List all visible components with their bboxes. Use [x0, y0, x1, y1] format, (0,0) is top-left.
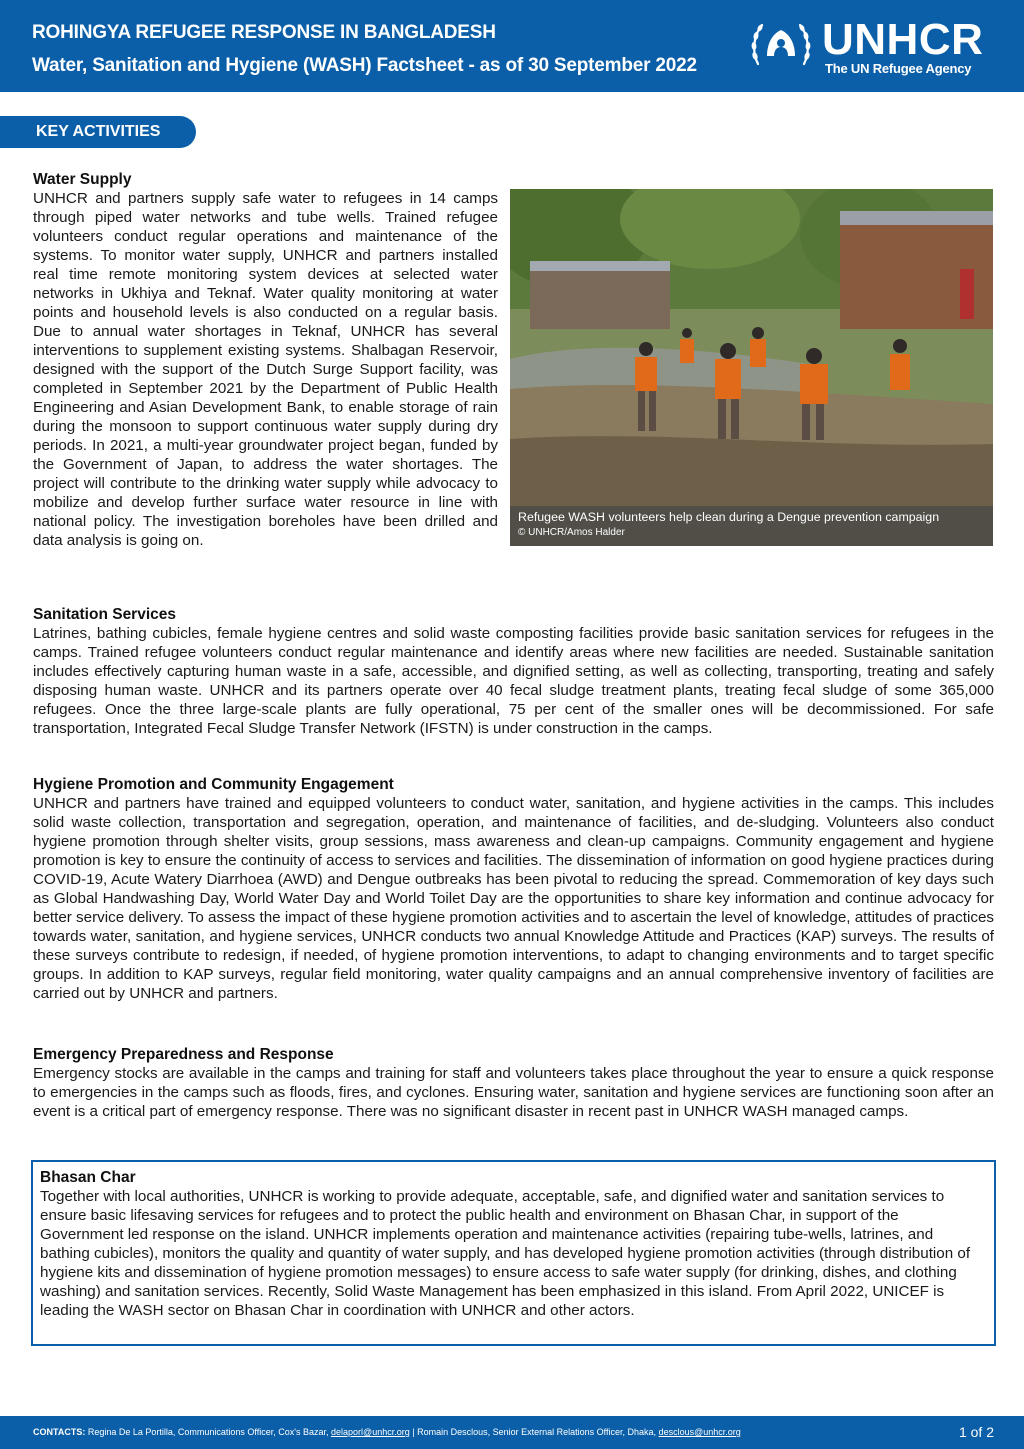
photo-credit: © UNHCR/Amos Halder: [518, 527, 625, 538]
report-title: ROHINGYA REFUGEE RESPONSE IN BANGLADESH: [32, 22, 496, 43]
page-header: [0, 0, 1024, 92]
hygiene-heading: Hygiene Promotion and Community Engagement: [33, 776, 394, 793]
key-activities-label: KEY ACTIVITIES: [0, 116, 196, 148]
unhcr-logo: [748, 16, 998, 78]
contact-1-email-link[interactable]: delaporl@unhcr.org: [331, 1427, 410, 1437]
sanitation-body: Latrines, bathing cubicles, female hygiene centres and solid waste composting facilities provide basic sanitation services for refugees in the camps. Trained refugee volunteers conduct regular maintenance and identify areas where new facilities are needed. Sustainable sanitation includes effectively capturing human waste in a safe, accessible, and dignified setting, as well as collecting, transporting, treating and safely disposing human waste. UNHCR and its partners operate over 40 fecal sludge treatment plants, treating fecal sludge of some 365,000 refugees. Once the three large-scale plants are fully operational, 75 per cent of the smaller ones will be decommissioned. For safe transportation, Integrated Fecal Sludge Transfer Network (IFSTN) is under construction in the camps.: [33, 625, 994, 737]
emergency-section: [33, 1046, 994, 1121]
hygiene-section: [33, 776, 994, 1003]
water-supply-heading: Water Supply: [33, 171, 132, 188]
wash-volunteers-photo: [510, 189, 993, 546]
page-footer: [0, 1416, 1024, 1449]
bhasan-char-body: Together with local authorities, UNHCR is working to provide adequate, acceptable, safe, and dignified water and sanitation services to ensure basic lifesaving services for refugees and to protect the public health and environment on Bhasan Char, in support of the Government led response on the island. UNHCR implements operation and maintenance activities (repairing tube-wells, latrines, and bathing cubicles), monitors the quality and quantity of water supply, and has developed hygiene promotion activities (through distribution of hygiene kits and dissemination of hygiene promotion messages) to ensure access to safe water supply (for drinking, dishes, and clothing washing) and sanitation services. Recently, Solid Waste Management has been emphasized in this island. From April 2022, UNICEF is leading the WASH sector on Bhasan Char in coordination with UNHCR and other actors.: [40, 1188, 971, 1319]
contact-2-email-link[interactable]: desclous@unhcr.org: [658, 1427, 741, 1437]
sanitation-section: [33, 606, 994, 738]
contact-separator: |: [412, 1427, 415, 1437]
photo-caption: [510, 506, 993, 546]
page-number: 1 of 2: [958, 1424, 994, 1440]
bhasan-char-heading: Bhasan Char: [40, 1169, 136, 1186]
contact-2: Romain Desclous, Senior External Relations Officer, Dhaka,: [417, 1427, 657, 1437]
contacts-label: CONTACTS:: [33, 1427, 86, 1437]
photo-illustration: [510, 189, 993, 546]
water-supply-section: [33, 171, 498, 550]
emergency-heading: Emergency Preparedness and Response: [33, 1046, 334, 1063]
emergency-body: Emergency stocks are available in the camps and training for staff and volunteers takes place throughout the year to ensure a quick response to emergencies in the camps such as floods, fires, and cyclones. Ensuring water, sanitation and hygiene services are functioning soon after an event is a critical part of emergency response. There was no significant disaster in recent past in UNHCR WASH managed camps.: [33, 1065, 994, 1120]
footer-contacts: [33, 1427, 741, 1437]
unhcr-emblem-icon: [748, 16, 814, 78]
contact-1: Regina De La Portilla, Communications Officer, Cox's Bazar,: [87, 1427, 329, 1437]
logo-name: UNHCR: [822, 15, 984, 64]
logo-tagline: The UN Refugee Agency: [825, 61, 972, 76]
sanitation-heading: Sanitation Services: [33, 606, 177, 623]
water-supply-body: UNHCR and partners supply safe water to refugees in 14 camps through piped water networks and tube wells. Trained refugee volunteers conduct regular operations and maintenance of the systems. To monitor water supply, UNHCR and partners installed real time remote monitoring system devices at selected water networks in Ukhiya and Teknaf. Water quality monitoring at water points and household levels is also conducted on a regular basis. Due to annual water shortages in Teknaf, UNHCR has several interventions to supplement existing systems. Shalbagan Reservoir, designed with the support of the Dutch Surge Support facility, was completed in September 2021 by the Department of Public Health Engineering and Asian Development Bank, to enable storage of rain during the monsoon to support continuous water supply during dry periods. In 2021, a multi-year groundwater project began, funded by the Government of Japan, to address the water shortages. The project will contribute to the drinking water supply while advocacy to mobilize and develop further surface water resource in line with national policy. The investigation boreholes have been drilled and data analysis is going on.: [33, 190, 498, 549]
bhasan-char-box: [31, 1160, 996, 1346]
hygiene-body: UNHCR and partners have trained and equipped volunteers to conduct water, sanitation, and hygiene activities in the camps. This includes solid waste collection, transportation and segregation, operation, and maintenance of facilities, and de-sludging. Volunteers also conduct hygiene promotion through shelter visits, group sessions, mass awareness and clean-up campaigns. Community engagement and hygiene promotion is key to ensure the continuity of access to services and facilities. The dissemination of information on good hygiene practices during COVID-19, Acute Watery Diarrhoea (AWD) and Dengue outbreaks has been pivotal to reducing the spread. Commemoration of key days such as Global Handwashing Day, World Water Day and World Toilet Day are the opportunities to share key information and continue advocacy for better service delivery. To assess the impact of these hygiene promotion activities and to ascertain the level of knowledge, attitudes of practices towards water, sanitation, and hygiene services, UNHCR conducts two annual Knowledge Attitude and Practices (KAP) surveys. The results of these surveys contribute to redesign, if needed, of hygiene promotion interventions, to adapt to changing environments and to target specific groups. In addition to KAP surveys, regular field monitoring, water quality campaigns and an annual comprehensive inventory of facilities are carried out by UNHCR and partners.: [33, 795, 994, 1002]
photo-caption-text: Refugee WASH volunteers help clean during a Dengue prevention campaign: [518, 510, 940, 524]
report-subtitle: Water, Sanitation and Hygiene (WASH) Factsheet - as of 30 September 2022: [32, 55, 697, 76]
